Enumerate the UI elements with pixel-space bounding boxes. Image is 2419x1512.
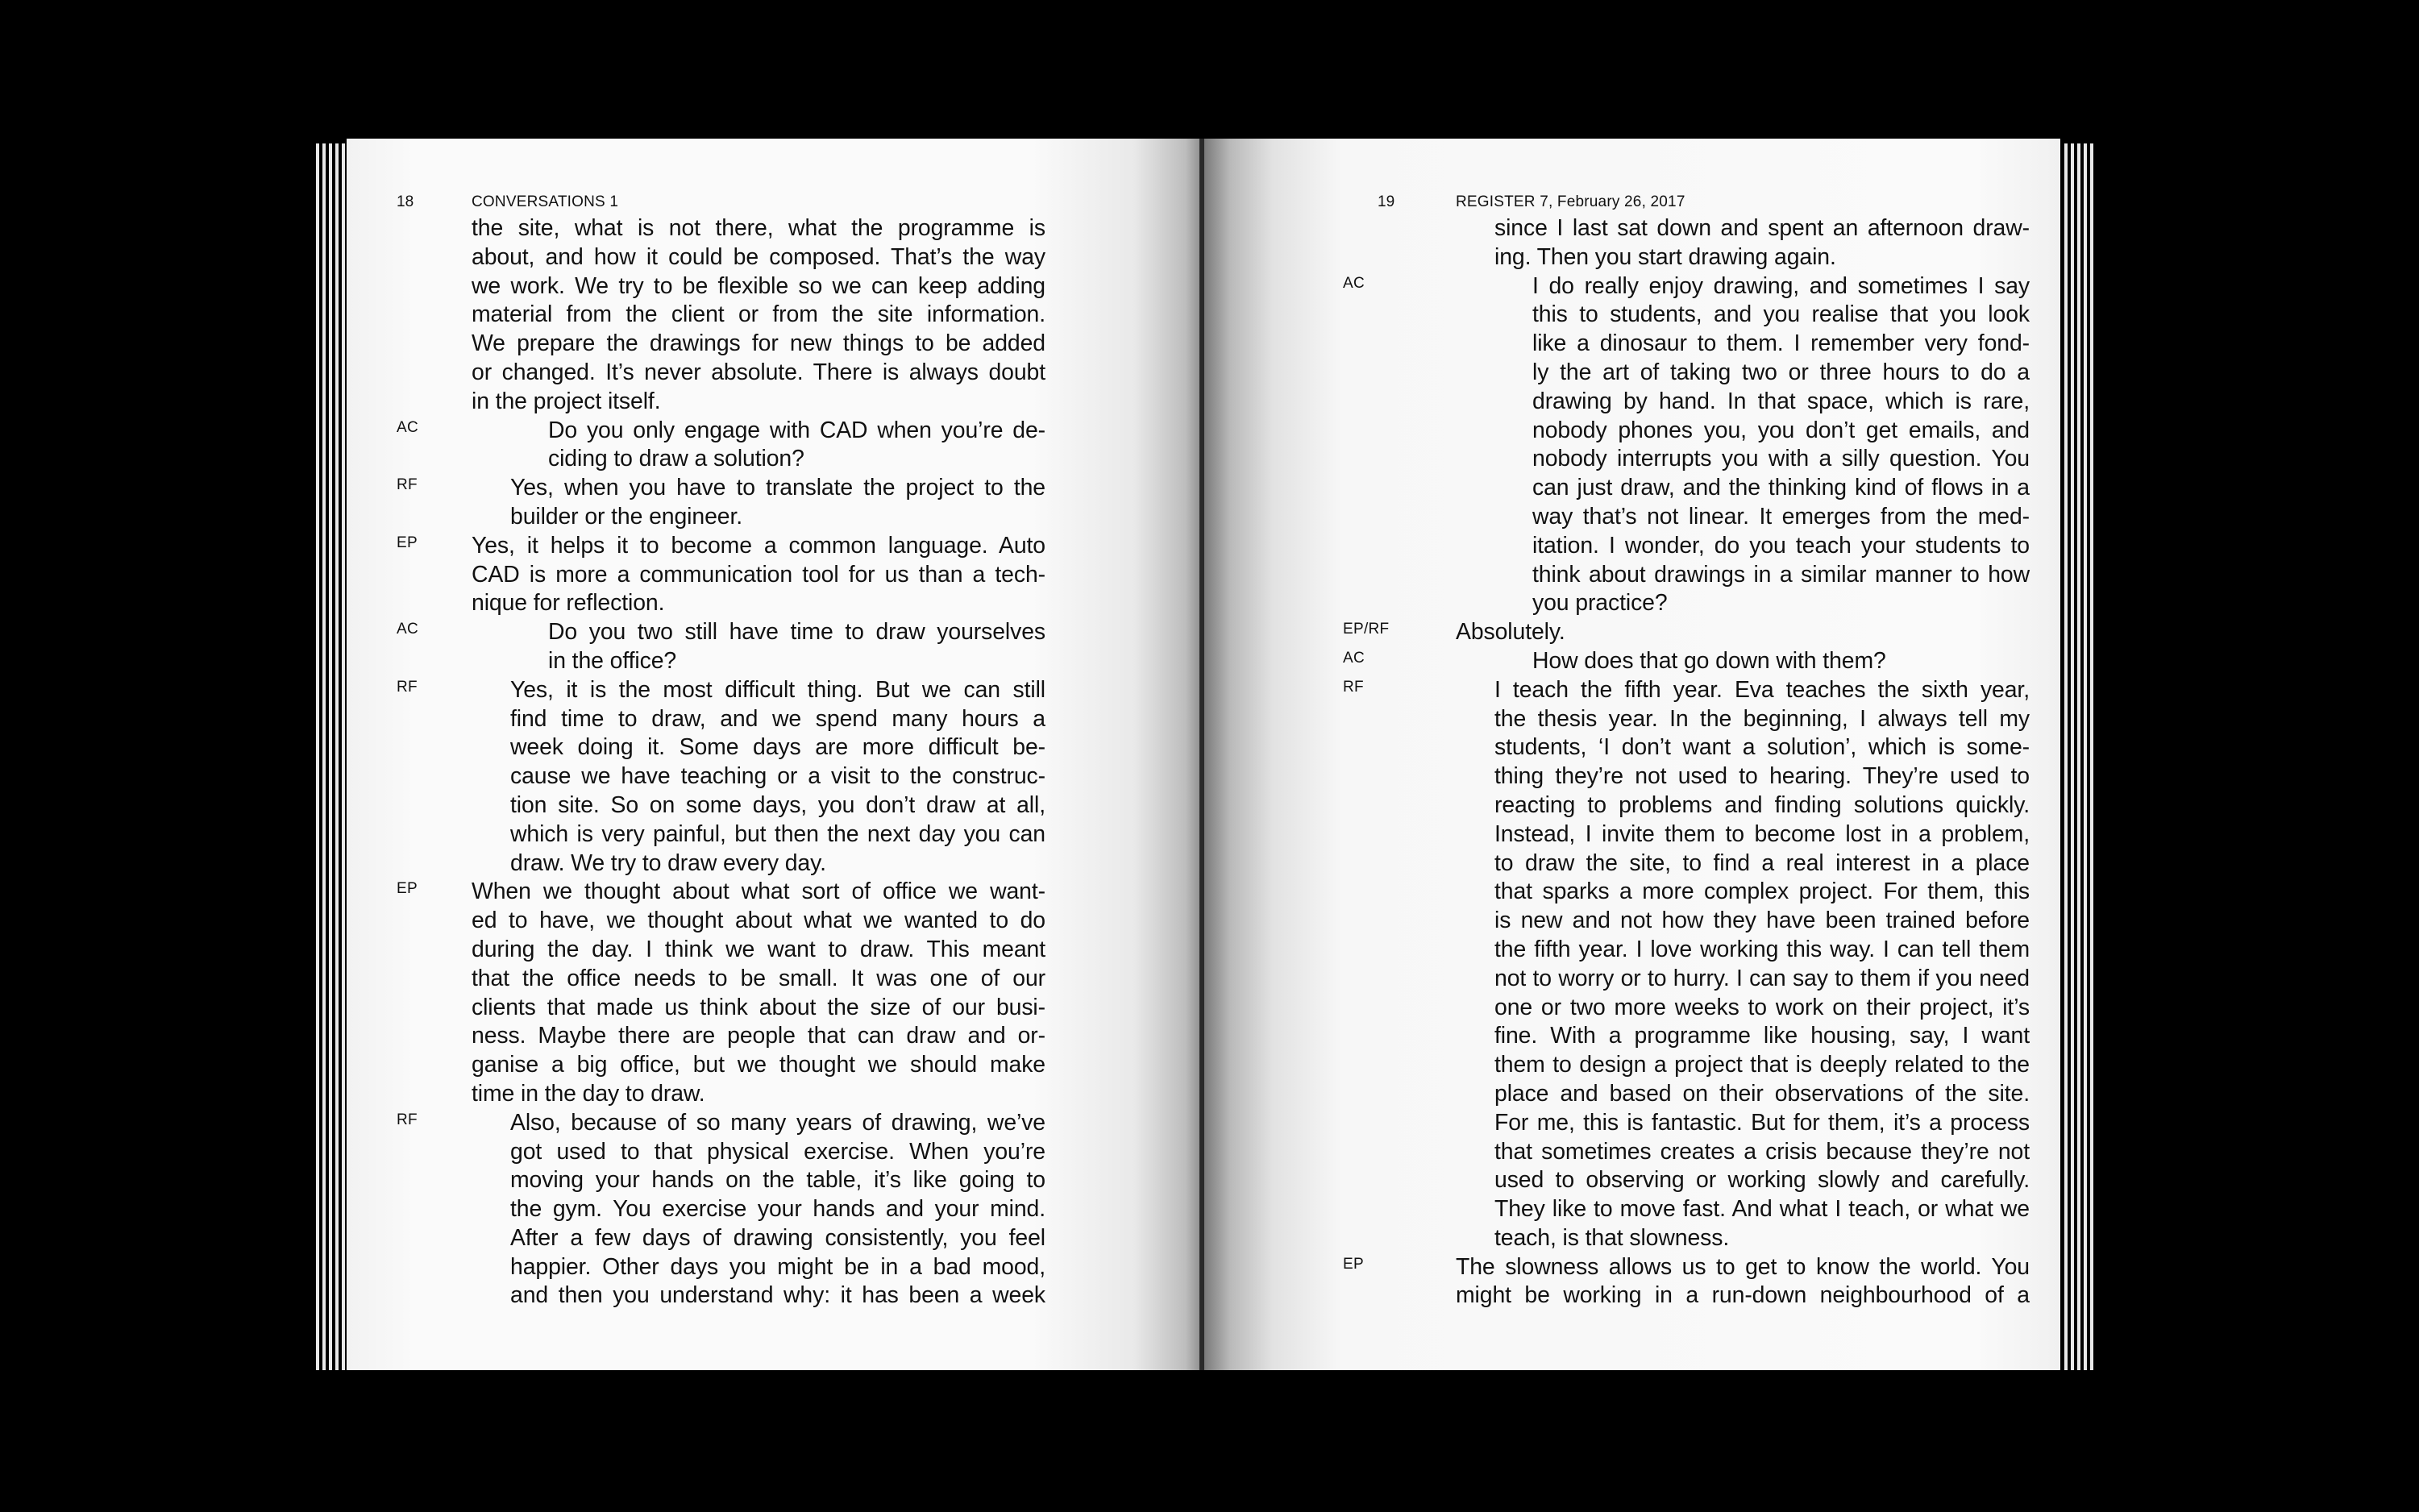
text-line-content: I teach the fifth year. Eva teaches the sixth year, [1494, 676, 2030, 703]
right-page [1204, 139, 2060, 1370]
text-line [1343, 676, 2030, 705]
text-line [472, 359, 1045, 388]
body-text-left [397, 214, 1045, 1311]
text-line [472, 965, 1045, 994]
text-line-content: teach, is that slowness. [1494, 1224, 1730, 1251]
text-line-content: one or two more weeks to work on their project, it’s [1494, 994, 2030, 1020]
text-line [397, 618, 1045, 647]
text-line-content: reacting to problems and finding solutions quickly. [1494, 791, 2030, 818]
text-line-content: can just draw, and the thinking kind of flows in a [1532, 475, 2030, 501]
text-line [1456, 762, 2030, 791]
text-line [472, 503, 1045, 532]
text-line [1456, 705, 2030, 734]
running-head-right: REGISTER 7, February 26, 2017 [1456, 193, 1685, 210]
text-line-content: I do really enjoy drawing, and sometimes I say [1532, 272, 2030, 299]
text-line [472, 733, 1045, 762]
text-line [472, 849, 1045, 879]
text-line-content: Do you only engage with CAD when you’re de- [548, 417, 1045, 443]
text-line-content: the gym. You exercise your hands and your mind. [510, 1196, 1045, 1223]
text-line [472, 936, 1045, 965]
speaker-label: AC [397, 418, 418, 436]
text-line-content: the thesis year. In the beginning, I always tell my [1494, 705, 2030, 732]
text-line [1456, 820, 2030, 849]
text-line-content: Instead, I invite them to become lost in a problem, [1494, 820, 2030, 847]
text-line-content: like a dinosaur to them. I remember very fond- [1532, 330, 2030, 357]
text-line [472, 1051, 1045, 1080]
left-page [347, 139, 1203, 1370]
text-line-content: way that’s not linear. It emerges from the med- [1532, 503, 2030, 530]
text-line-content: which is very painful, but then the next day you can [510, 820, 1045, 847]
speaker-label: EP [1343, 1255, 1364, 1273]
text-line [472, 705, 1045, 734]
text-line-content: find time to draw, and we spend many hours a [510, 705, 1045, 732]
text-line-content: Yes, when you have to translate the project to the [510, 475, 1045, 501]
page-edges-left [316, 143, 348, 1370]
text-line [1456, 849, 2030, 879]
text-line-content: Absolutely. [1456, 619, 1565, 646]
text-line [1456, 301, 2030, 330]
speaker-label: EP [397, 880, 418, 898]
text-line [472, 1281, 1045, 1311]
text-line [472, 561, 1045, 590]
text-line [397, 532, 1045, 561]
text-line [1456, 474, 2030, 503]
text-line-content: is new and not how they have been trained before [1494, 908, 2030, 934]
text-line-content: ed to have, we thought about what we wanted to do [472, 908, 1045, 934]
text-line-content: used to observing or working slowly and carefully. [1494, 1167, 2030, 1194]
text-line [472, 1022, 1045, 1051]
text-line [472, 1138, 1045, 1167]
text-line [1456, 994, 2030, 1023]
text-line-content: drawing by hand. In that space, which is rare, [1532, 388, 2030, 414]
text-line-content: Yes, it helps it to become a common language. Auto [472, 532, 1045, 559]
text-line-content: week doing it. Some days are more difficult be- [510, 734, 1045, 761]
text-line [472, 820, 1045, 849]
text-line-content: to draw the site, to find a real interest in a place [1494, 849, 2030, 876]
text-line [1456, 1195, 2030, 1224]
text-line [1343, 647, 2030, 676]
text-line [1456, 1281, 2030, 1311]
text-line [1456, 1166, 2030, 1195]
text-line-content: cause we have teaching or a visit to the construc- [510, 763, 1045, 790]
text-line [472, 994, 1045, 1023]
text-line-content: builder or the engineer. [510, 503, 743, 530]
text-line [1456, 878, 2030, 907]
text-line-content: during the day. I think we want to draw. This meant [472, 936, 1045, 962]
text-line-content: the site, what is not there, what the programme is [472, 215, 1045, 241]
text-line [1456, 965, 2030, 994]
speaker-label: RF [397, 476, 418, 494]
text-line-content: They like to move fast. And what I teach, or what we [1494, 1196, 2030, 1223]
text-line-content: got used to that physical exercise. When you’re [510, 1138, 1045, 1165]
text-line [1456, 359, 2030, 388]
text-line-content: the fifth year. I love working this way. I can tell them [1494, 936, 2030, 962]
text-line-content: we work. We try to be flexible so we can keep adding [472, 272, 1045, 299]
text-line [472, 589, 1045, 618]
text-line-content: ganise a big office, but we thought we should make [472, 1052, 1045, 1078]
text-line-content: After a few days of drawing consistently, you feel [510, 1224, 1045, 1251]
text-line [472, 445, 1045, 474]
text-line-content: students, ‘I don’t want a solution’, which is some- [1494, 734, 2030, 761]
text-line [1456, 1051, 2030, 1080]
text-line [472, 301, 1045, 330]
text-line-content: nobody phones you, you don’t get emails, and [1532, 417, 2030, 443]
text-line [472, 1253, 1045, 1282]
text-line [1343, 272, 2030, 301]
text-line [472, 1195, 1045, 1224]
text-line-content: since I last sat down and spent an afternoon draw- [1494, 215, 2030, 241]
text-line-content: and then you understand why: it has been a week [510, 1282, 1045, 1309]
text-line-content: thing they’re not used to hearing. They’re used to [1494, 763, 2030, 790]
text-line [472, 647, 1045, 676]
text-line [1456, 1080, 2030, 1109]
text-line-content: might be working in a run-down neighbourhood of a [1456, 1282, 2030, 1309]
text-line [397, 474, 1045, 503]
running-head-left: CONVERSATIONS 1 [472, 193, 619, 210]
text-line [472, 791, 1045, 820]
text-line [1456, 417, 2030, 446]
text-line-content: clients that made us think about the size of our busi- [472, 994, 1045, 1020]
book-spread [316, 139, 2093, 1370]
text-line [1456, 589, 2030, 618]
text-line-content: about, and how it could be composed. That’s the way [472, 243, 1045, 270]
text-line-content: When we thought about what sort of office we want- [472, 879, 1045, 905]
text-line [1456, 445, 2030, 474]
speaker-label: AC [1343, 649, 1365, 667]
text-line-content: ly the art of taking two or three hours to do a [1532, 359, 2030, 385]
text-line [1456, 733, 2030, 762]
page-number-left: 18 [397, 193, 414, 210]
text-line [1456, 1022, 2030, 1051]
text-line [1456, 388, 2030, 417]
text-line-content: material from the client or from the site information. [472, 301, 1045, 328]
text-line-content: place and based on their observations of the site. [1494, 1080, 2030, 1107]
text-line-content: Do you two still have time to draw yourselves [548, 619, 1045, 646]
text-line-content: that sometimes creates a crisis because they’re not [1494, 1138, 2030, 1165]
text-line [397, 676, 1045, 705]
text-line-content: Yes, it is the most difficult thing. But we can still [510, 676, 1045, 703]
text-line-content: ciding to draw a solution? [548, 446, 804, 472]
text-line-content: How does that go down with them? [1532, 647, 1886, 674]
body-text-right [1343, 214, 2030, 1311]
text-line-content: that the office needs to be small. It was one of our [472, 965, 1045, 991]
text-line-content: ness. Maybe there are people that can draw and or- [472, 1023, 1045, 1049]
speaker-label: RF [397, 678, 418, 696]
text-line-content: For me, this is fantastic. But for them, it’s a process [1494, 1109, 2030, 1136]
text-line-content: them to design a project that is deeply related to the [1494, 1052, 2030, 1078]
text-line-content: in the office? [548, 647, 677, 674]
text-line [397, 878, 1045, 907]
text-line [1456, 214, 2030, 243]
text-line [472, 907, 1045, 936]
text-line [472, 762, 1045, 791]
text-line [1456, 503, 2030, 532]
text-line-content: this to students, and you realise that you look [1532, 301, 2030, 328]
text-line [1456, 791, 2030, 820]
text-line [472, 1166, 1045, 1195]
page-number-right: 19 [1378, 193, 1395, 210]
text-line [472, 214, 1045, 243]
speaker-label: RF [1343, 678, 1364, 696]
text-line-content: in the project itself. [472, 388, 661, 414]
text-line [1456, 532, 2030, 561]
text-line [397, 417, 1045, 446]
text-line [1456, 561, 2030, 590]
text-line [1456, 330, 2030, 359]
text-line [1456, 1224, 2030, 1253]
text-line-content: not to worry or to hurry. I can say to them if you need [1494, 965, 2030, 991]
text-line [472, 243, 1045, 272]
text-line-content: ing. Then you start drawing again. [1494, 243, 1836, 270]
speaker-label: EP/RF [1343, 621, 1390, 638]
text-line-content: We prepare the drawings for new things to be added [472, 330, 1045, 357]
text-line-content: or changed. It’s never absolute. There is always doubt [472, 359, 1045, 385]
text-line-content: draw. We try to draw every day. [510, 849, 826, 876]
text-line-content: happier. Other days you might be in a bad mood, [510, 1253, 1045, 1280]
text-line-content: CAD is more a communication tool for us than a tech- [472, 561, 1045, 588]
speaker-label: EP [397, 534, 418, 551]
speaker-label: AC [1343, 274, 1365, 292]
text-line [472, 1080, 1045, 1109]
text-line [472, 1224, 1045, 1253]
text-line-content: you practice? [1532, 590, 1668, 617]
text-line [1343, 618, 2030, 647]
text-line [1456, 936, 2030, 965]
text-line [397, 1109, 1045, 1138]
text-line-content: nique for reflection. [472, 590, 665, 617]
page-edges-right [2061, 143, 2093, 1370]
text-line-content: think about drawings in a similar manner to how [1532, 561, 2030, 588]
text-line-content: moving your hands on the table, it’s like going to [510, 1167, 1045, 1194]
text-line [472, 272, 1045, 301]
speaker-label: AC [397, 621, 418, 638]
text-line [1456, 1138, 2030, 1167]
text-line-content: tion site. So on some days, you don’t draw at all, [510, 791, 1045, 818]
text-line [1456, 243, 2030, 272]
text-line-content: nobody interrupts you with a silly question. You [1532, 446, 2030, 472]
text-line [1456, 1109, 2030, 1138]
speaker-label: RF [397, 1111, 418, 1128]
text-line [472, 388, 1045, 417]
text-line-content: fine. With a programme like housing, say, I want [1494, 1023, 2030, 1049]
text-line-content: Also, because of so many years of drawing, we’ve [510, 1109, 1045, 1136]
text-line-content: time in the day to draw. [472, 1080, 705, 1107]
text-line [472, 330, 1045, 359]
text-line [1343, 1253, 2030, 1282]
text-line-content: that sparks a more complex project. For them, this [1494, 879, 2030, 905]
text-line [1456, 907, 2030, 936]
text-line-content: The slowness allows us to get to know the world. You [1456, 1253, 2030, 1280]
text-line-content: itation. I wonder, do you teach your students to [1532, 532, 2030, 559]
